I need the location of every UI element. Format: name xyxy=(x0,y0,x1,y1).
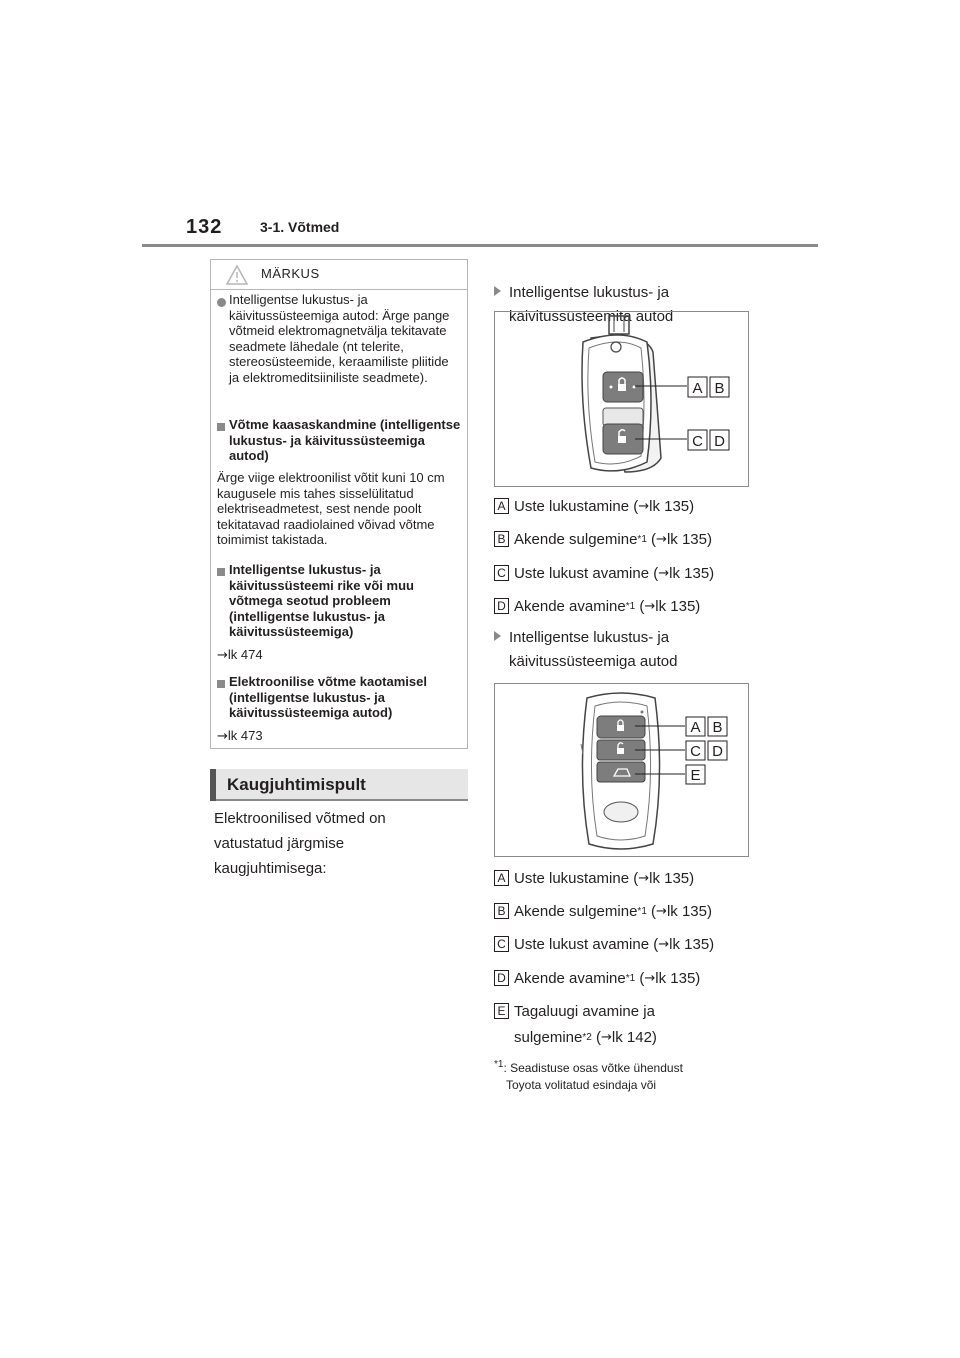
notice-paragraph: Ärge viige elektroonilist võtit kuni 10 cm kaugusele mis tahes sisselülitatud elektriseadmetest, sest nende poolt tekitatavad raadiolained võivad võtme toimimist takistada. xyxy=(217,470,445,547)
notice-bullet-text: Intelligentse lukustus- ja käivitussüsteemiga autod: Ärge pange võtmeid elektromagnetvälja tekitavate seadmete lähedale (nt telerite, stereosüsteemide, keraamiliste pliitide ja elektromeditsiiniliste seadmete). xyxy=(229,292,450,385)
key-figure-smart xyxy=(494,683,749,857)
notice-bullet xyxy=(217,292,461,385)
variant-heading-with-smart-key: Intelligentse lukustus- ja käivitussüsteemiga autod xyxy=(494,626,677,674)
legend-item: D Akende avamine *1 ( → lk 135) xyxy=(494,596,700,616)
triangle-bullet-icon xyxy=(494,631,501,641)
legend-item: B Akende sulgemine *1 ( → lk 135) xyxy=(494,529,712,549)
arrow-icon: → xyxy=(217,729,228,744)
subheading-text: Kaugjuhtimispult xyxy=(227,775,366,794)
notice-heading-text: Elektroonilise võtme kaotamisel (intelligentse lukustus- ja käivitussüsteemiga autod) xyxy=(229,674,427,720)
notice-box xyxy=(210,259,468,749)
notice-heading-text: Intelligentse lukustus- ja käivitussüsteemi rike või muu võtmega seotud probleem (intelligentse lukustus- ja käivitussüsteemiga) xyxy=(229,562,414,639)
key-figure-flip xyxy=(494,311,749,487)
bullet-dot-icon xyxy=(217,298,226,307)
notice-header xyxy=(211,260,467,290)
notice-title: MÄRKUS xyxy=(261,266,320,281)
section-subheading xyxy=(210,769,468,801)
callout-label: E xyxy=(690,767,701,784)
callout-label: A xyxy=(692,380,703,397)
page-number: 132 xyxy=(186,216,223,238)
legend-item: C Uste lukust avamine ( → lk 135) xyxy=(494,934,714,954)
callout-label: D xyxy=(712,743,723,760)
variant-heading-without-smart-key: Intelligentse lukustus- ja käivitussüsteemita autod xyxy=(494,281,673,329)
arrow-icon: → xyxy=(217,648,228,663)
notice-heading-text: Võtme kaasaskandmine (intelligentse lukustus- ja käivitussüsteemiga autod) xyxy=(229,417,461,463)
callout-label: A xyxy=(690,719,701,736)
square-bullet-icon xyxy=(217,680,225,688)
notice-heading xyxy=(217,562,461,640)
callout-label: B xyxy=(712,719,723,736)
callout-label: B xyxy=(714,380,725,397)
square-bullet-icon xyxy=(217,568,225,576)
notice-reference[interactable]: →lk 474 xyxy=(217,647,263,663)
notice-heading xyxy=(217,674,461,721)
legend-item: A Uste lukustamine ( → lk 135) xyxy=(494,496,694,516)
legend-item: E Tagaluugi avamine ja xyxy=(494,1001,655,1021)
square-bullet-icon xyxy=(217,423,225,431)
warning-icon xyxy=(225,264,249,286)
callout-label: C xyxy=(690,743,701,760)
triangle-bullet-icon xyxy=(494,286,501,296)
footnote: $^{*1}$: Seadistuse osas võtke ühendust Toyota volitatud esindaja või xyxy=(494,1059,683,1092)
header-divider xyxy=(142,244,818,247)
flip-key-illustration xyxy=(495,312,748,486)
callout-label: C xyxy=(692,433,703,450)
legend-item: D Akende avamine *1 ( → lk 135) xyxy=(494,968,700,988)
legend-item: C Uste lukust avamine ( → lk 135) xyxy=(494,563,714,583)
notice-reference[interactable]: →lk 473 xyxy=(217,728,263,744)
intro-paragraph: Elektroonilised võtmed on vatustatud järgmise kaugjuhtimisega: xyxy=(214,810,386,877)
legend-item-continuation: sulgemine *2 ( → lk 142) xyxy=(514,1028,657,1046)
legend-item: B Akende sulgemine *1 ( → lk 135) xyxy=(494,901,712,921)
smart-key-illustration xyxy=(495,684,748,856)
callout-label: D xyxy=(714,433,725,450)
notice-heading xyxy=(217,417,461,464)
legend-item: A Uste lukustamine ( → lk 135) xyxy=(494,868,694,888)
section-title: 3-1. Võtmed xyxy=(260,219,340,235)
